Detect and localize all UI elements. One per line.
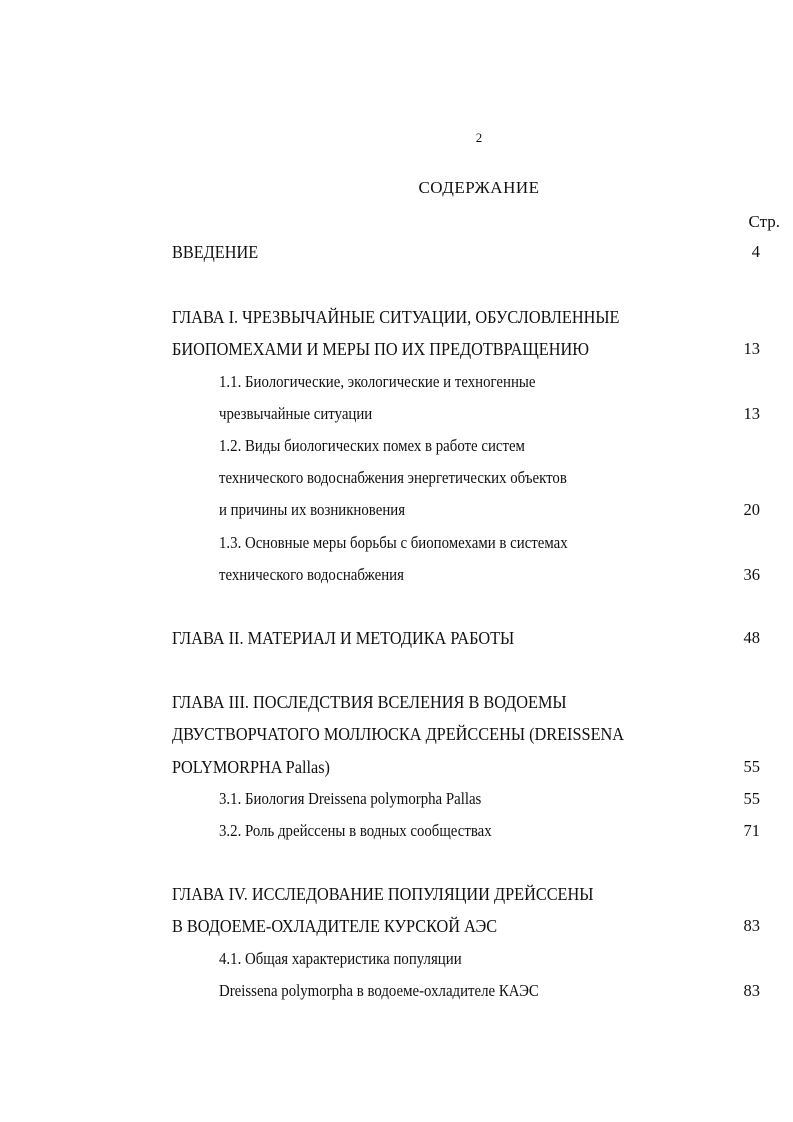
page-number: 2 (475, 130, 483, 145)
toc-page-s41: 83 (743, 981, 760, 1000)
toc-page-ch3: 55 (743, 757, 760, 776)
toc-entry-s41-line1: 4.1. Общая характеристика популяции (219, 949, 462, 968)
toc-entry-ch1-line1: ГЛАВА I. ЧРЕЗВЫЧАЙНЫЕ СИТУАЦИИ, ОБУСЛОВЛЕННЫЕ (172, 307, 620, 327)
toc-page-s11: 13 (743, 404, 760, 423)
toc-entry-s31: 3.1. Биология Dreissena polymorpha Pallas (219, 789, 482, 808)
toc-entry-ch3-line3: POLYMORPHA Pallas) (172, 757, 330, 777)
toc-page-s32: 71 (743, 821, 760, 840)
toc-entry-s13-line1: 1.3. Основные меры борьбы с биопомехами в системах (219, 533, 568, 552)
toc-entry-s32: 3.2. Роль дрейссены в водных сообществах (219, 821, 492, 840)
toc-entry-s12-line1: 1.2. Виды биологических помех в работе систем (219, 436, 525, 455)
toc-entry-s11-line2: чрезвычайные ситуации (219, 404, 373, 423)
toc-entry-ch3-line1: ГЛАВА III. ПОСЛЕДСТВИЯ ВСЕЛЕНИЯ В ВОДОЕМЫ (172, 692, 567, 712)
toc-entry-ch3-line2: ДВУСТВОРЧАТОГО МОЛЛЮСКА ДРЕЙССЕНЫ (DREISSENA (172, 724, 625, 744)
toc-entry-ch4-line2: В ВОДОЕМЕ-ОХЛАДИТЕЛЕ КУРСКОЙ АЭС (172, 916, 498, 936)
page-title: СОДЕРЖАНИЕ (418, 178, 540, 197)
toc-entry-ch2: ГЛАВА II. МАТЕРИАЛ И МЕТОДИКА РАБОТЫ (172, 628, 515, 648)
toc-entry-s41-line2: Dreissena polymorpha в водоеме-охладителе КАЭС (219, 981, 539, 1000)
toc-page-ch2: 48 (743, 628, 760, 647)
toc-entry-s11-line1: 1.1. Биологические, экологические и техногенные (219, 372, 536, 391)
toc-entry-ch4-line1: ГЛАВА IV. ИССЛЕДОВАНИЕ ПОПУЛЯЦИИ ДРЕЙССЕНЫ (172, 884, 594, 904)
toc-page-s13: 36 (743, 565, 760, 584)
toc-page-s12: 20 (743, 500, 760, 519)
toc-page-intro: 4 (751, 242, 760, 261)
toc-entry-s12-line2: технического водоснабжения энергетических объектов (219, 468, 567, 487)
toc-page-ch1: 13 (743, 339, 760, 358)
toc-entry-s13-line2: технического водоснабжения (219, 565, 404, 584)
toc-entry-intro: ВВЕДЕНИЕ (172, 242, 259, 262)
toc-page-s31: 55 (743, 789, 760, 808)
toc-entry-ch1-line2: БИОПОМЕХАМИ И МЕРЫ ПО ИХ ПРЕДОТВРАЩЕНИЮ (172, 339, 589, 359)
page-column-header: Стр. (748, 212, 780, 231)
toc-page-ch4: 83 (743, 916, 760, 935)
toc-entry-s12-line3: и причины их возникновения (219, 500, 406, 519)
